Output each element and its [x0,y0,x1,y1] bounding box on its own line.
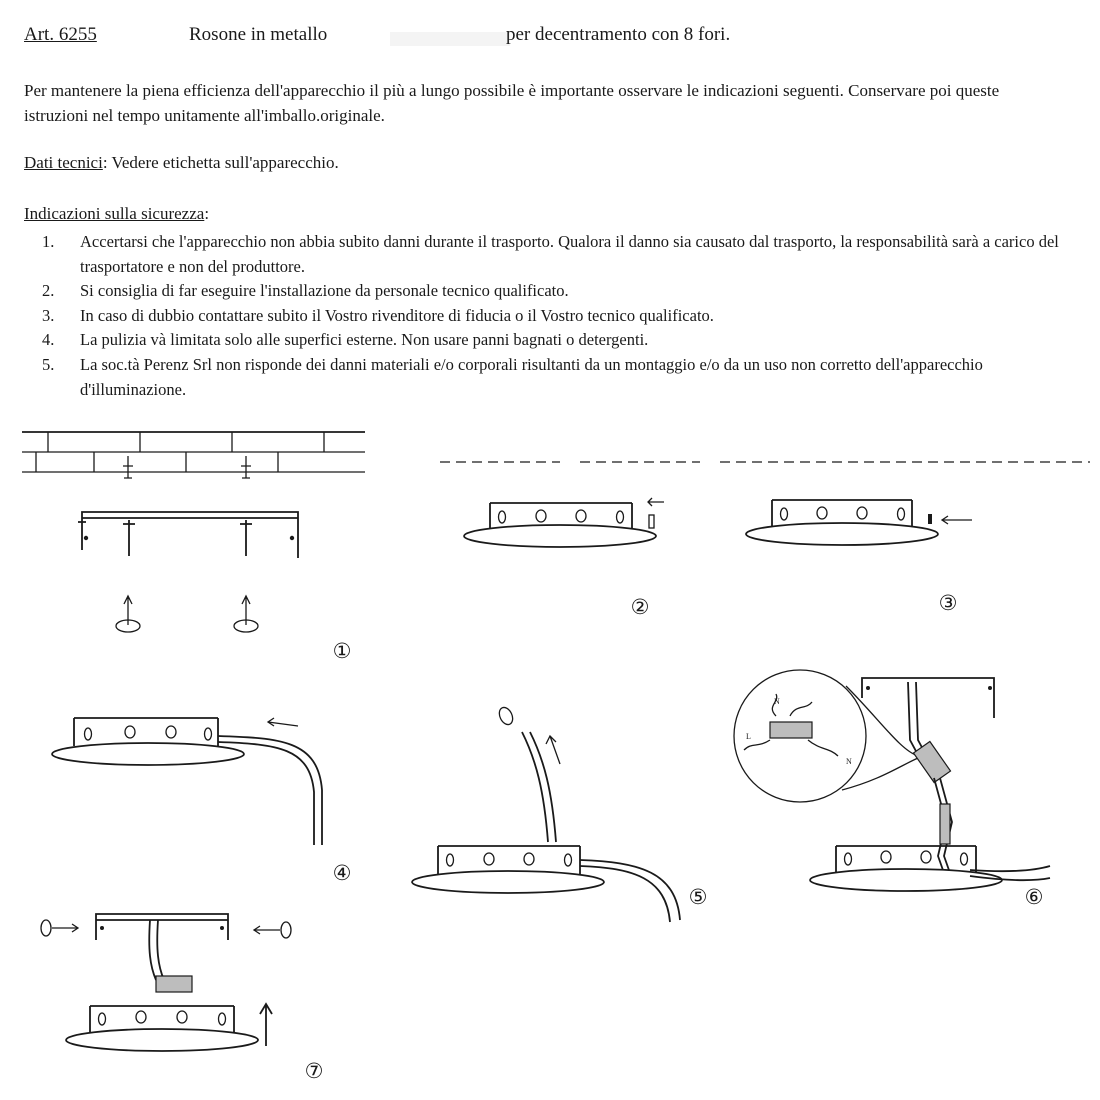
safety-title-suffix: : [204,204,210,223]
step-number-1: ① [332,639,352,663]
safety-item-text: Si consiglia di far eseguire l'installazione da personale tecnico qualificato. [80,281,569,301]
step-number-6: ⑥ [1024,885,1044,909]
safety-item-text: In caso di dubbio contattare subito il Vostro rivenditore di fiducia o il Vostro tecnico qualificato. [80,305,714,325]
article-header [24,24,1074,54]
safety-item [24,353,1069,402]
assembly-diagram [0,420,1100,1100]
step-3-illustration [746,500,972,545]
step-1-illustration [22,432,365,632]
connector-icon [913,742,950,783]
safety-item [24,328,1069,353]
safety-item-number: 1. [42,232,55,251]
mounting-bracket [78,512,298,558]
safety-item [24,279,1069,304]
step-6-illustration [734,670,1050,891]
step-2-illustration [464,498,664,547]
safety-list [24,230,1069,402]
terminal-block-icon [770,722,812,738]
screw-icon [123,520,252,556]
safety-item-number: 3. [42,305,55,325]
safety-item-text: Accertarsi che l'apparecchio non abbia subito danni durante il trasporto. Qualora il danno sia causato dal trasporto, la responsabilità sarà a carico del trasportatore e non del produttore. [80,232,1059,276]
step-5-illustration [412,705,680,922]
safety-item-number: 5. [42,354,55,374]
wire-label-live: L [746,732,751,741]
rotate-arrow-icon [116,596,258,632]
step-number-2: ② [630,595,650,619]
safety-item-number: 4. [42,330,55,350]
step-4-illustration [52,718,322,845]
safety-item-number: 2. [42,281,55,301]
terminal-block-icon [156,976,192,992]
wall-plug-icon [123,456,251,478]
step-7-illustration [41,914,291,1051]
cable-sleeve [940,804,950,844]
assembly-diagram-svg [0,420,1100,1100]
article-description: per decentramento con 8 fori. [506,24,731,45]
step-number-7: ⑦ [304,1059,324,1083]
intro-paragraph: Per mantenere la piena efficienza dell'apparecchio il più a lungo possibile è importante osservare le indicazioni seguenti. Conservare poi queste istruzioni nel tempo unitamente all'imballo.originale. [24,81,1000,125]
article-name: Rosone in metallo [189,24,328,45]
technical-data-label: Dati tecnici [24,153,103,172]
safety-item [24,230,1069,279]
ceiling-bricks [22,432,365,472]
step-number-4: ④ [332,861,352,885]
wire-label-neutral-top: N [774,697,780,706]
safety-heading [24,204,209,224]
technical-data [24,153,1064,173]
safety-item-text: La pulizia và limitata solo alle superfici esterne. Non usare panni bagnati o detergenti. [80,330,649,350]
wire-label-neutral-right: N [846,757,852,766]
technical-data-text: : Vedere etichetta sull'apparecchio. [102,153,339,172]
step-number-5: ⑤ [688,885,708,909]
safety-item [24,304,1069,329]
redacted-area [390,32,510,46]
safety-item-text: La soc.tà Perenz Srl non risponde dei danni materiali e/o corporali risultanti da un montaggio e/o da un uso non corretto dell'apparecchio d'illuminazione. [80,354,983,399]
safety-title: Indicazioni sulla sicurezza [24,204,205,223]
article-code: Art. 6255 [24,24,97,45]
step-number-3: ③ [938,591,958,615]
